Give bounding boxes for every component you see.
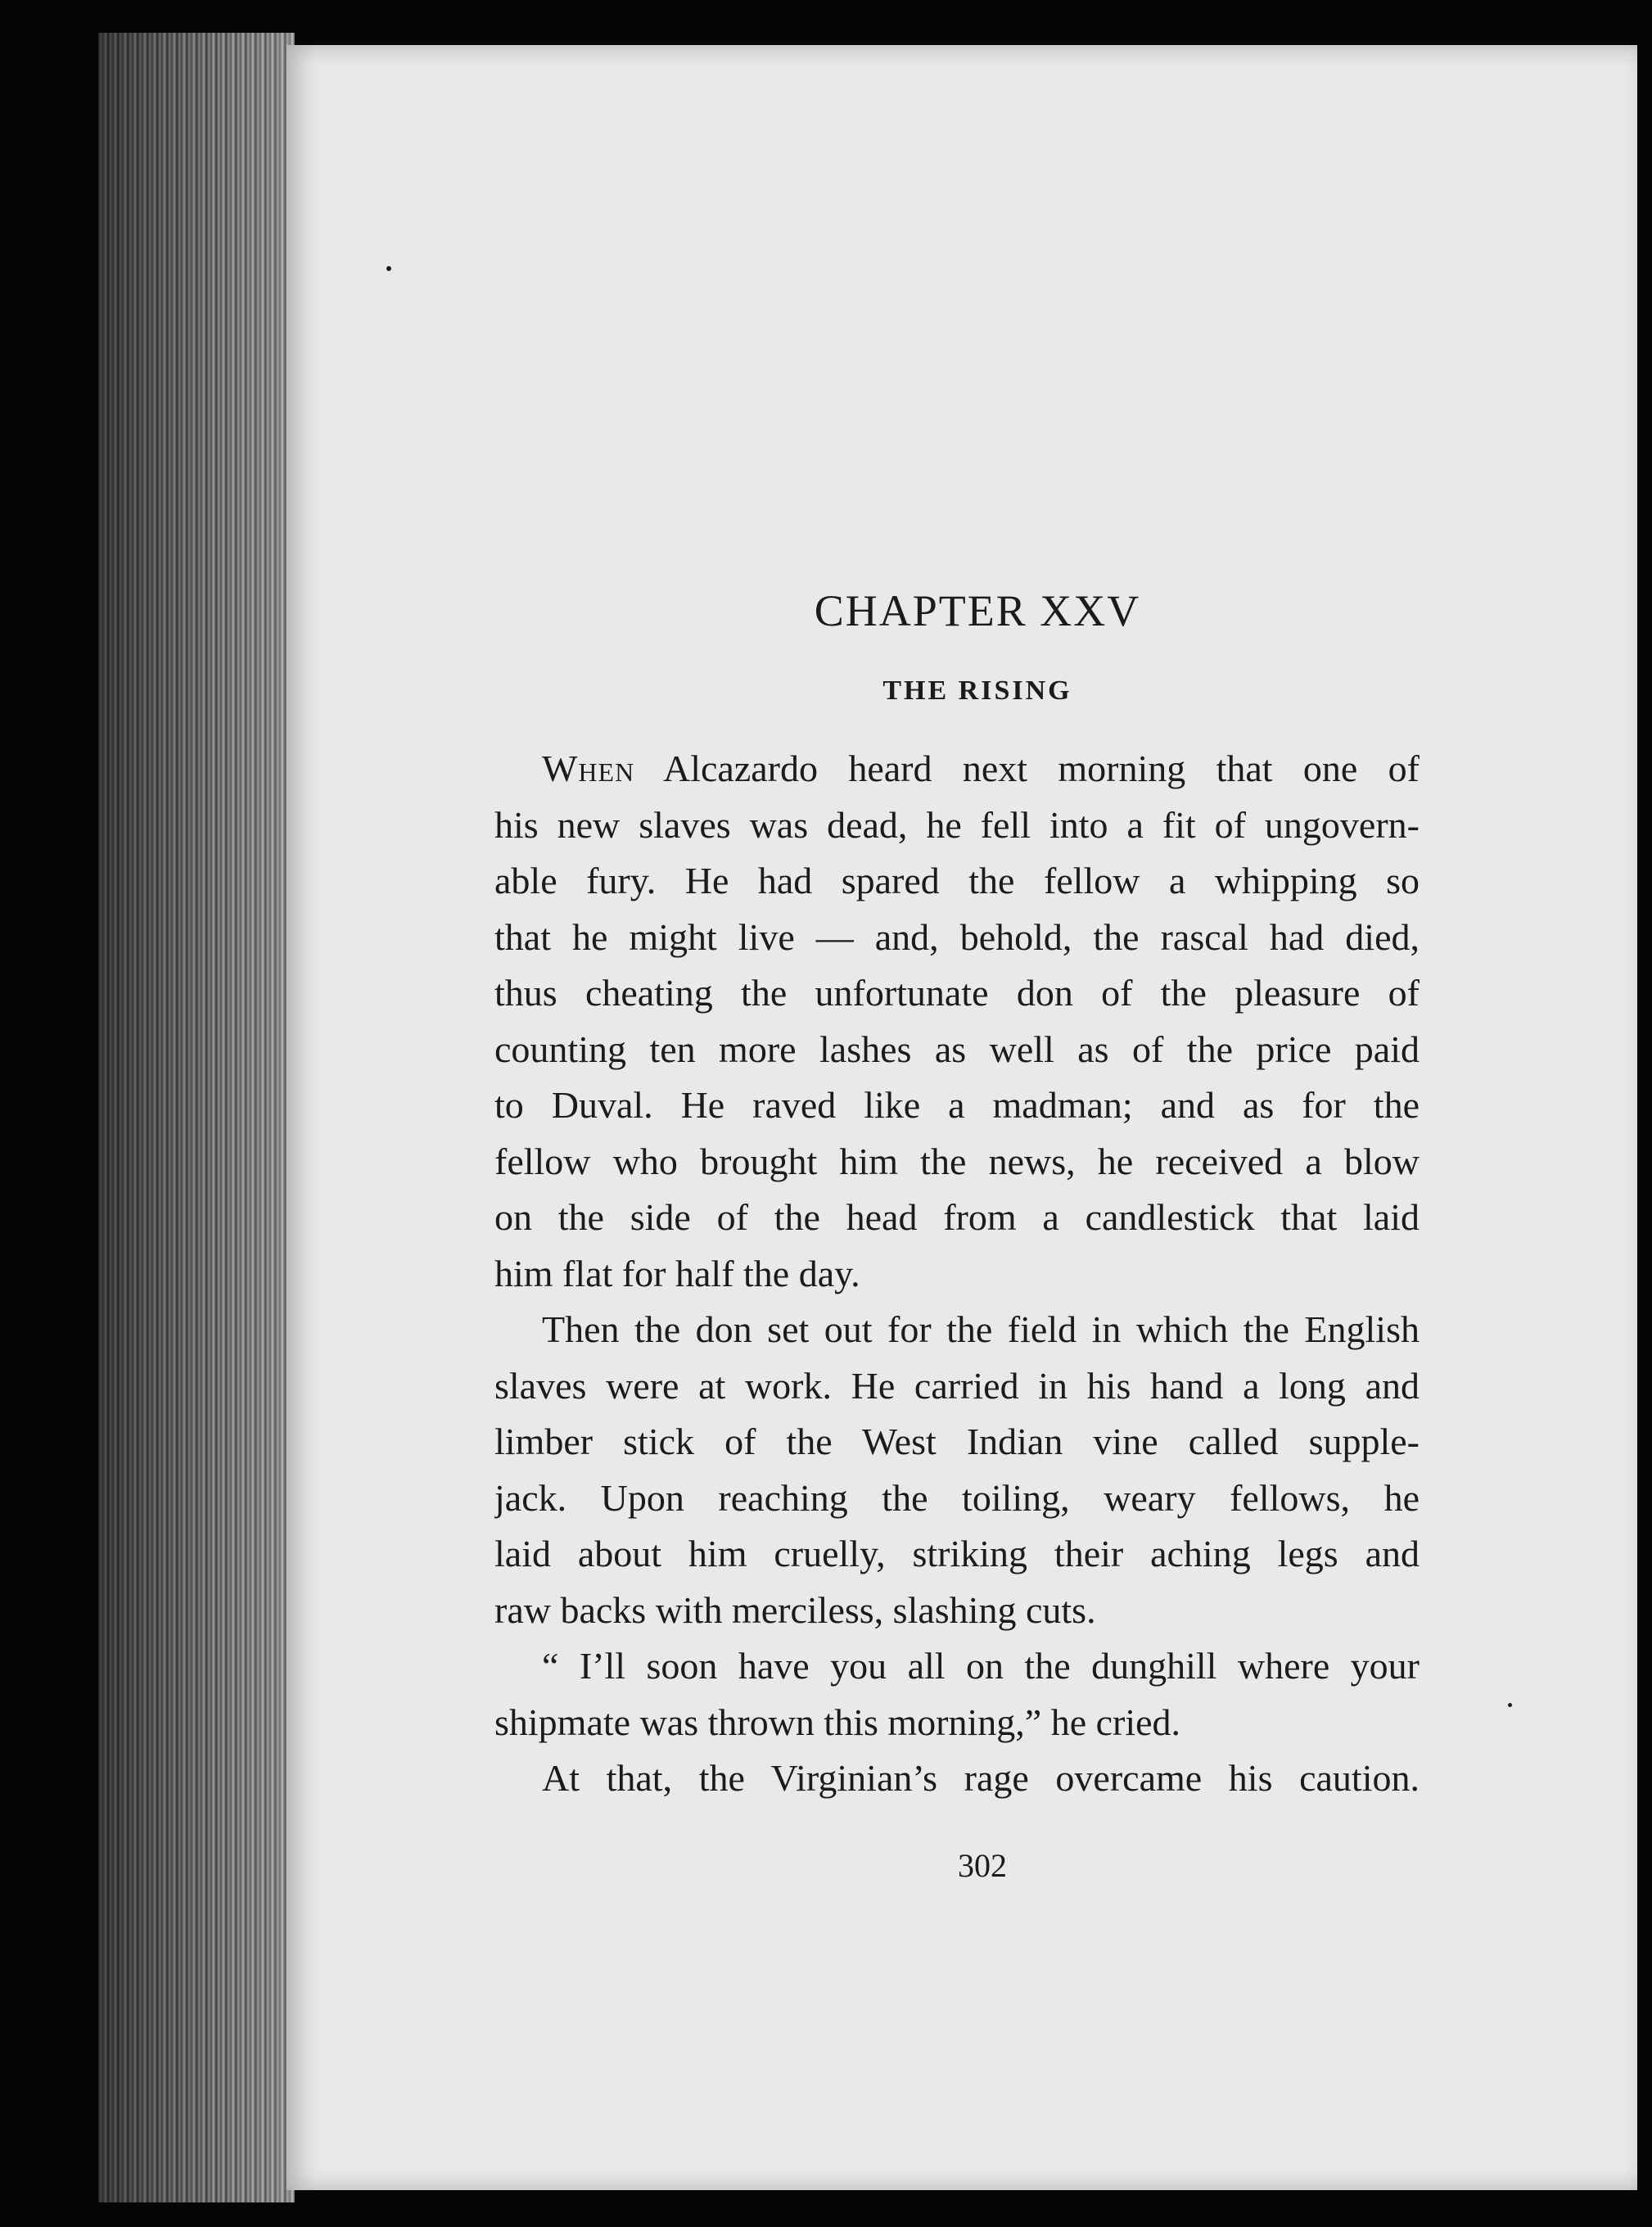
text-block bbox=[494, 585, 1420, 1807]
text-line: Then the don set out for the field in which the English bbox=[542, 1308, 1420, 1350]
text-line: counting ten more lashes as well as of the price paid bbox=[494, 1028, 1420, 1070]
text-line: limber stick of the West Indian vine called supple- bbox=[494, 1421, 1420, 1462]
line-text: Alcazardo heard next morning that one of bbox=[634, 748, 1420, 789]
text-line: to Duval. He raved like a madman; and as for the bbox=[494, 1084, 1420, 1126]
text-line: him flat for half the day. bbox=[494, 1252, 860, 1294]
text-line: able fury. He had spared the fellow a whipping so bbox=[494, 860, 1420, 901]
text-line: slaves were at work. He carried in his hand a long and bbox=[494, 1364, 1420, 1407]
text-line: At that, the Virginian’s rage overcame his caution. bbox=[542, 1757, 1420, 1799]
text-line: fellow who brought him the news, he received a blow bbox=[494, 1140, 1420, 1182]
page-number: 302 bbox=[958, 1847, 1007, 1884]
text-line: his new slaves was dead, he fell into a fit of ungovern- bbox=[494, 803, 1420, 846]
paragraph-1 bbox=[494, 741, 1420, 1302]
dust-speck bbox=[1508, 1703, 1512, 1707]
text-line: on the side of the head from a candlestick that laid bbox=[494, 1196, 1420, 1238]
paragraph-3 bbox=[494, 1638, 1420, 1750]
paragraph-2 bbox=[494, 1302, 1420, 1638]
dust-speck bbox=[386, 266, 391, 271]
page-edge-shadow bbox=[98, 33, 295, 2202]
text-line: shipmate was thrown this morning,” he cried. bbox=[494, 1701, 1181, 1743]
text-line: raw backs with merciless, slashing cuts. bbox=[494, 1588, 1096, 1631]
text-line bbox=[494, 741, 1420, 797]
paragraph-4 bbox=[494, 1750, 1420, 1807]
chapter-subtitle: THE RISING bbox=[882, 675, 1072, 706]
text-line: “ I’ll soon have you all on the dunghill where your bbox=[542, 1645, 1420, 1687]
text-line: that he might live — and, behold, the rascal had died, bbox=[494, 915, 1420, 958]
text-line: thus cheating the unfortunate don of the pleasure of bbox=[494, 972, 1420, 1014]
text-line: laid about him cruelly, striking their aching legs and bbox=[494, 1533, 1420, 1574]
book-page bbox=[287, 45, 1637, 2190]
chapter-title: CHAPTER XXV bbox=[814, 586, 1141, 635]
lead-word: When bbox=[542, 748, 635, 789]
text-line: jack. Upon reaching the toiling, weary fellows, he bbox=[494, 1476, 1420, 1519]
